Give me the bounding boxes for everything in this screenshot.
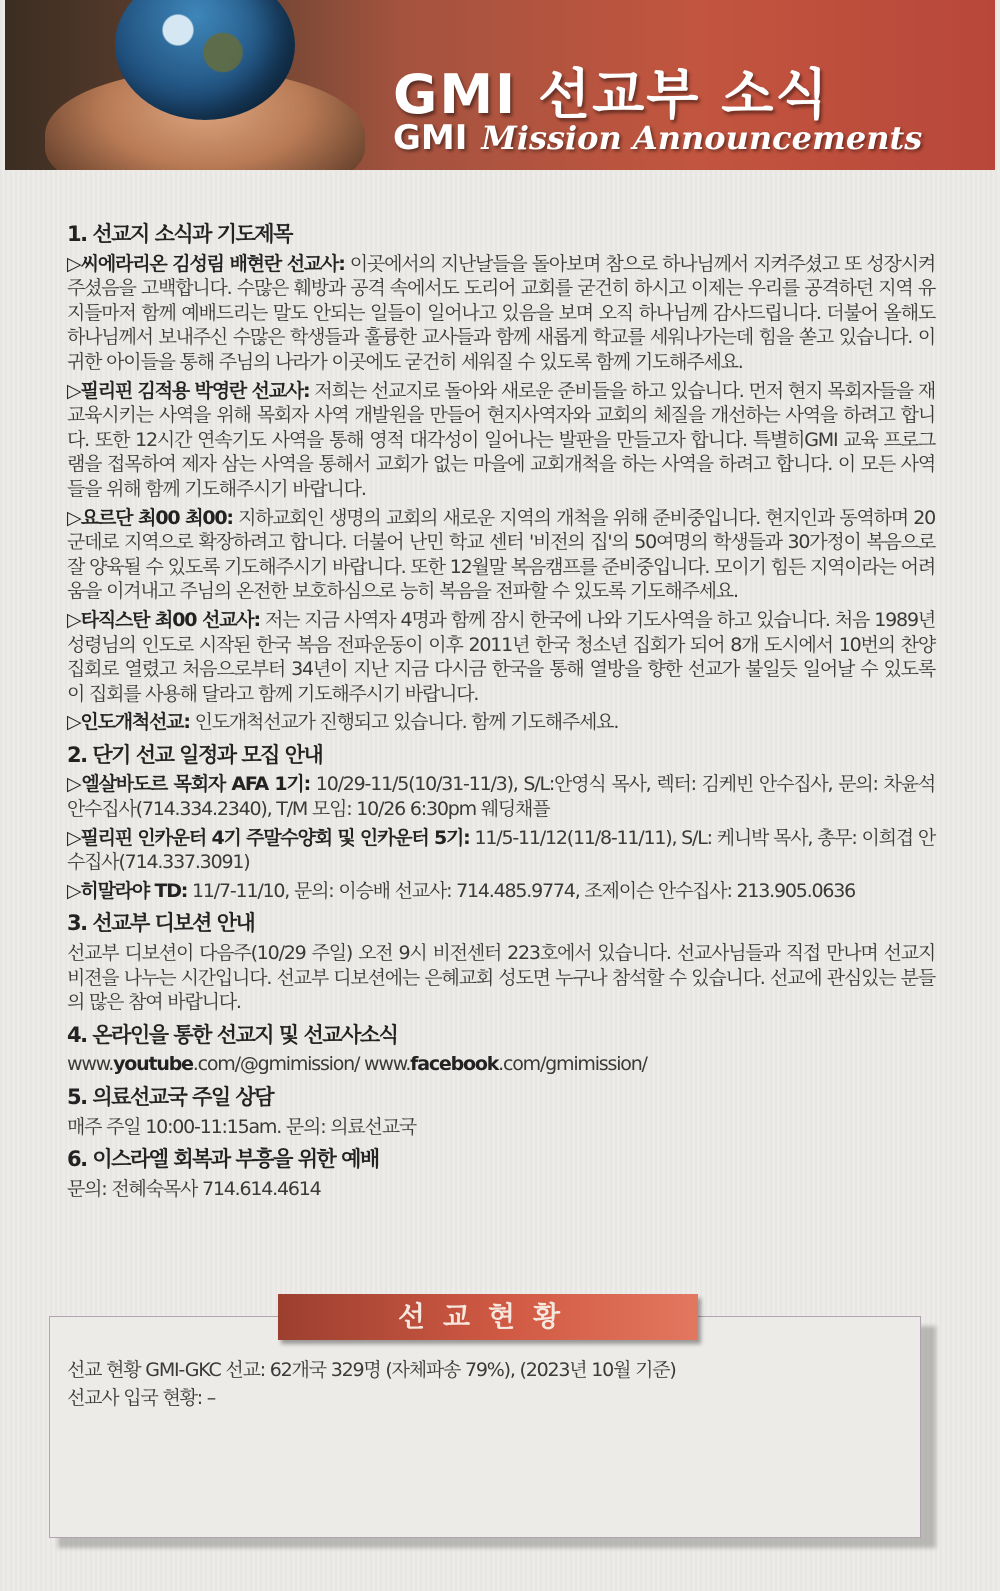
item-lead: ▷필리핀 김적용 박영란 선교사: [67,379,310,402]
section-6-title: 6. 이스라엘 회복과 부흥을 위한 예배 [67,1147,379,1172]
medical-text: 매주 주일 10:00-11:15am. 문의: 의료선교국 [67,1115,417,1138]
item-lead: ▷필리핀 인카운터 4기 주말수양회 및 인카운터 5기: [67,826,470,849]
item-text: 10/29-11/5(10/31-11/3), S/L:안영식 목사, 렉터: 김케빈 안수집사, 문의: 차윤석 안수집사(714.334.2340), T/M 모임: 10/26 6:30pm 웨딩채플 [67,773,935,821]
prayer-item [67,379,935,502]
item-text: 저희는 선교지로 돌아와 새로운 준비들을 하고 있습니다. 먼저 현지 목회자들을 재교육시키는 사역을 위해 목회자 사역 개발원을 만들어 현지사역자와 교회의 체질을 개선하는 사역을 하려고 합니다. 또한 12시간 연속기도 사역을 통해 영적 대각성이 일어나는 발판을 만들고자 합니다. 특별히GMI 교육 프로그램을 접목하여 제자 삼는 사역을 통해서 교회가 없는 마을에 교회개척을 하는 사역을 하려고 합니다. 이 모든 사역들을 위해 함께 기도해주시기 바랍니다. [67,379,935,500]
page-title: GMI 선교부 소식 [393,63,830,126]
link-prefix: www. [364,1053,411,1076]
item-text: 저는 지금 사역자 4명과 함께 잠시 한국에 나와 기도사역을 하고 있습니다. 처음 1989년 성령님의 인도로 시작된 한국 복음 전파운동이 이후 2011년 한국 청소년 집회가 되어 8개 도시에서 10번의 찬양집회로 열렸고 처음으로부터 34년이 지난 지금 다시금 한국을 통해 열방을 향한 선교가 불일듯 일어날 수 있도록 이 집회를 사용해 달라고 함께 기도해주시기 바랍니다. [67,608,935,705]
subtitle-script: Mission Announcements [481,119,923,157]
item-text: 이곳에서의 지난날들을 돌아보며 참으로 하나님께서 지켜주셨고 또 성장시켜주셨음을 고백합니다. 수많은 훼방과 공격 속에서도 도리어 교회를 굳건히 하시고 이제는 우리를 공격하던 지역 유지들마저 함께 예배드리는 말도 안되는 일들이 일어나고 있음을 보며 오직 하나님께 감사드립니다. 더불어 올해도 하나님께서 보내주신 수많은 학생들과 훌륭한 교사들과 함께 새롭게 학교를 세워나가는데 힘을 쏟고 있습니다. 이 귀한 아이들을 통해 주님의 나라가 이곳에도 굳건히 세워질 수 있도록 함께 기도해주세요. [67,252,935,373]
page-subtitle [393,118,922,158]
section-4-title: 4. 온라인을 통한 선교지 및 선교사소식 [67,1022,398,1047]
status-label: 선교현황 [278,1294,698,1340]
item-text: 11/7-11/10, 문의: 이승배 선교사: 714.485.9774, 조제이슨 안수집사: 213.905.0636 [187,879,856,902]
status-line-1: 선교 현황 GMI-GKC 선교: 62개국 329명 (자체파송 79%), (2023년 10월 기준) [67,1359,676,1381]
status-text [67,1356,907,1412]
israel-text: 문의: 전혜숙목사 714.614.4614 [67,1177,321,1200]
prayer-item [67,710,935,735]
devotion-text: 선교부 디보션이 다음주(10/29 주일) 오전 9시 비전센터 223호에서 있습니다. 선교사님들과 직접 만나며 선교지 비젼을 나누는 시간입니다. 선교부 디보션에는 은혜교회 성도면 누구나 참석할 수 있습니다. 선교에 관심있는 분들의 많은 참여 바랍니다. [67,942,935,1014]
status-line-2: 선교사 입국 현황: – [67,1387,216,1409]
header-banner [5,0,995,170]
online-links [67,1052,935,1077]
facebook-link[interactable] [364,1053,647,1075]
prayer-item [67,608,935,706]
link-brand: facebook [410,1053,499,1076]
schedule-item [67,772,935,821]
item-lead: ▷씨에라리온 김성림 배현란 선교사: [67,252,345,275]
schedule-item [67,879,935,904]
item-lead: ▷인도개척선교: [67,711,190,734]
item-lead: ▷요르단 최00 최00: [67,506,233,529]
item-text: 11/5-11/12(11/8-11/11), S/L: 케니박 목사, 총무: 이희겹 안수집사(714.337.3091) [67,826,935,874]
announcements-content [67,222,935,1205]
status-box [49,1316,921,1538]
item-text: 지하교회인 생명의 교회의 새로운 지역의 개척을 위해 준비중입니다. 현지인과 동역하며 20 군데로 지역으로 확장하려고 합니다. 더불어 난민 학교 센터 '비전의 집'의 50여명의 학생들과 30가정이 복음으로 잘 양육될 수 있도록 기도해주시기 바랍니다. 또한 12월말 복음캠프를 준비중입니다. 모이기 힘든 지역이라는 어려움을 이겨내고 주님의 온전한 보호하심으로 능히 복음을 전파할 수 있도록 기도해주세요. [67,506,935,603]
section-2-title: 2. 단기 선교 일정과 모집 안내 [67,742,323,767]
subtitle-gmi: GMI [393,118,468,158]
section-5-title: 5. 의료선교국 주일 상담 [67,1085,274,1109]
prayer-item [67,506,935,604]
schedule-item [67,826,935,875]
youtube-link[interactable] [67,1053,364,1075]
section-1-title: 1. 선교지 소식과 기도제목 [67,222,292,246]
link-brand: youtube [113,1053,193,1076]
item-lead: ▷타직스탄 최00 선교사: [67,608,260,631]
section-3-title: 3. 선교부 디보션 안내 [67,911,255,936]
globe-in-hands-image [45,0,365,170]
link-suffix: .com/@gmimission/ [192,1053,365,1076]
link-suffix: .com/gmimission/ [498,1053,647,1076]
item-lead: ▷히말라야 TD: [67,879,188,902]
prayer-item [67,252,935,375]
item-text: 인도개척선교가 진행되고 있습니다. 함께 기도해주세요. [189,711,619,734]
item-lead: ▷엘살바도르 목회자 AFA 1기: [67,773,310,796]
link-prefix: www. [67,1053,114,1076]
